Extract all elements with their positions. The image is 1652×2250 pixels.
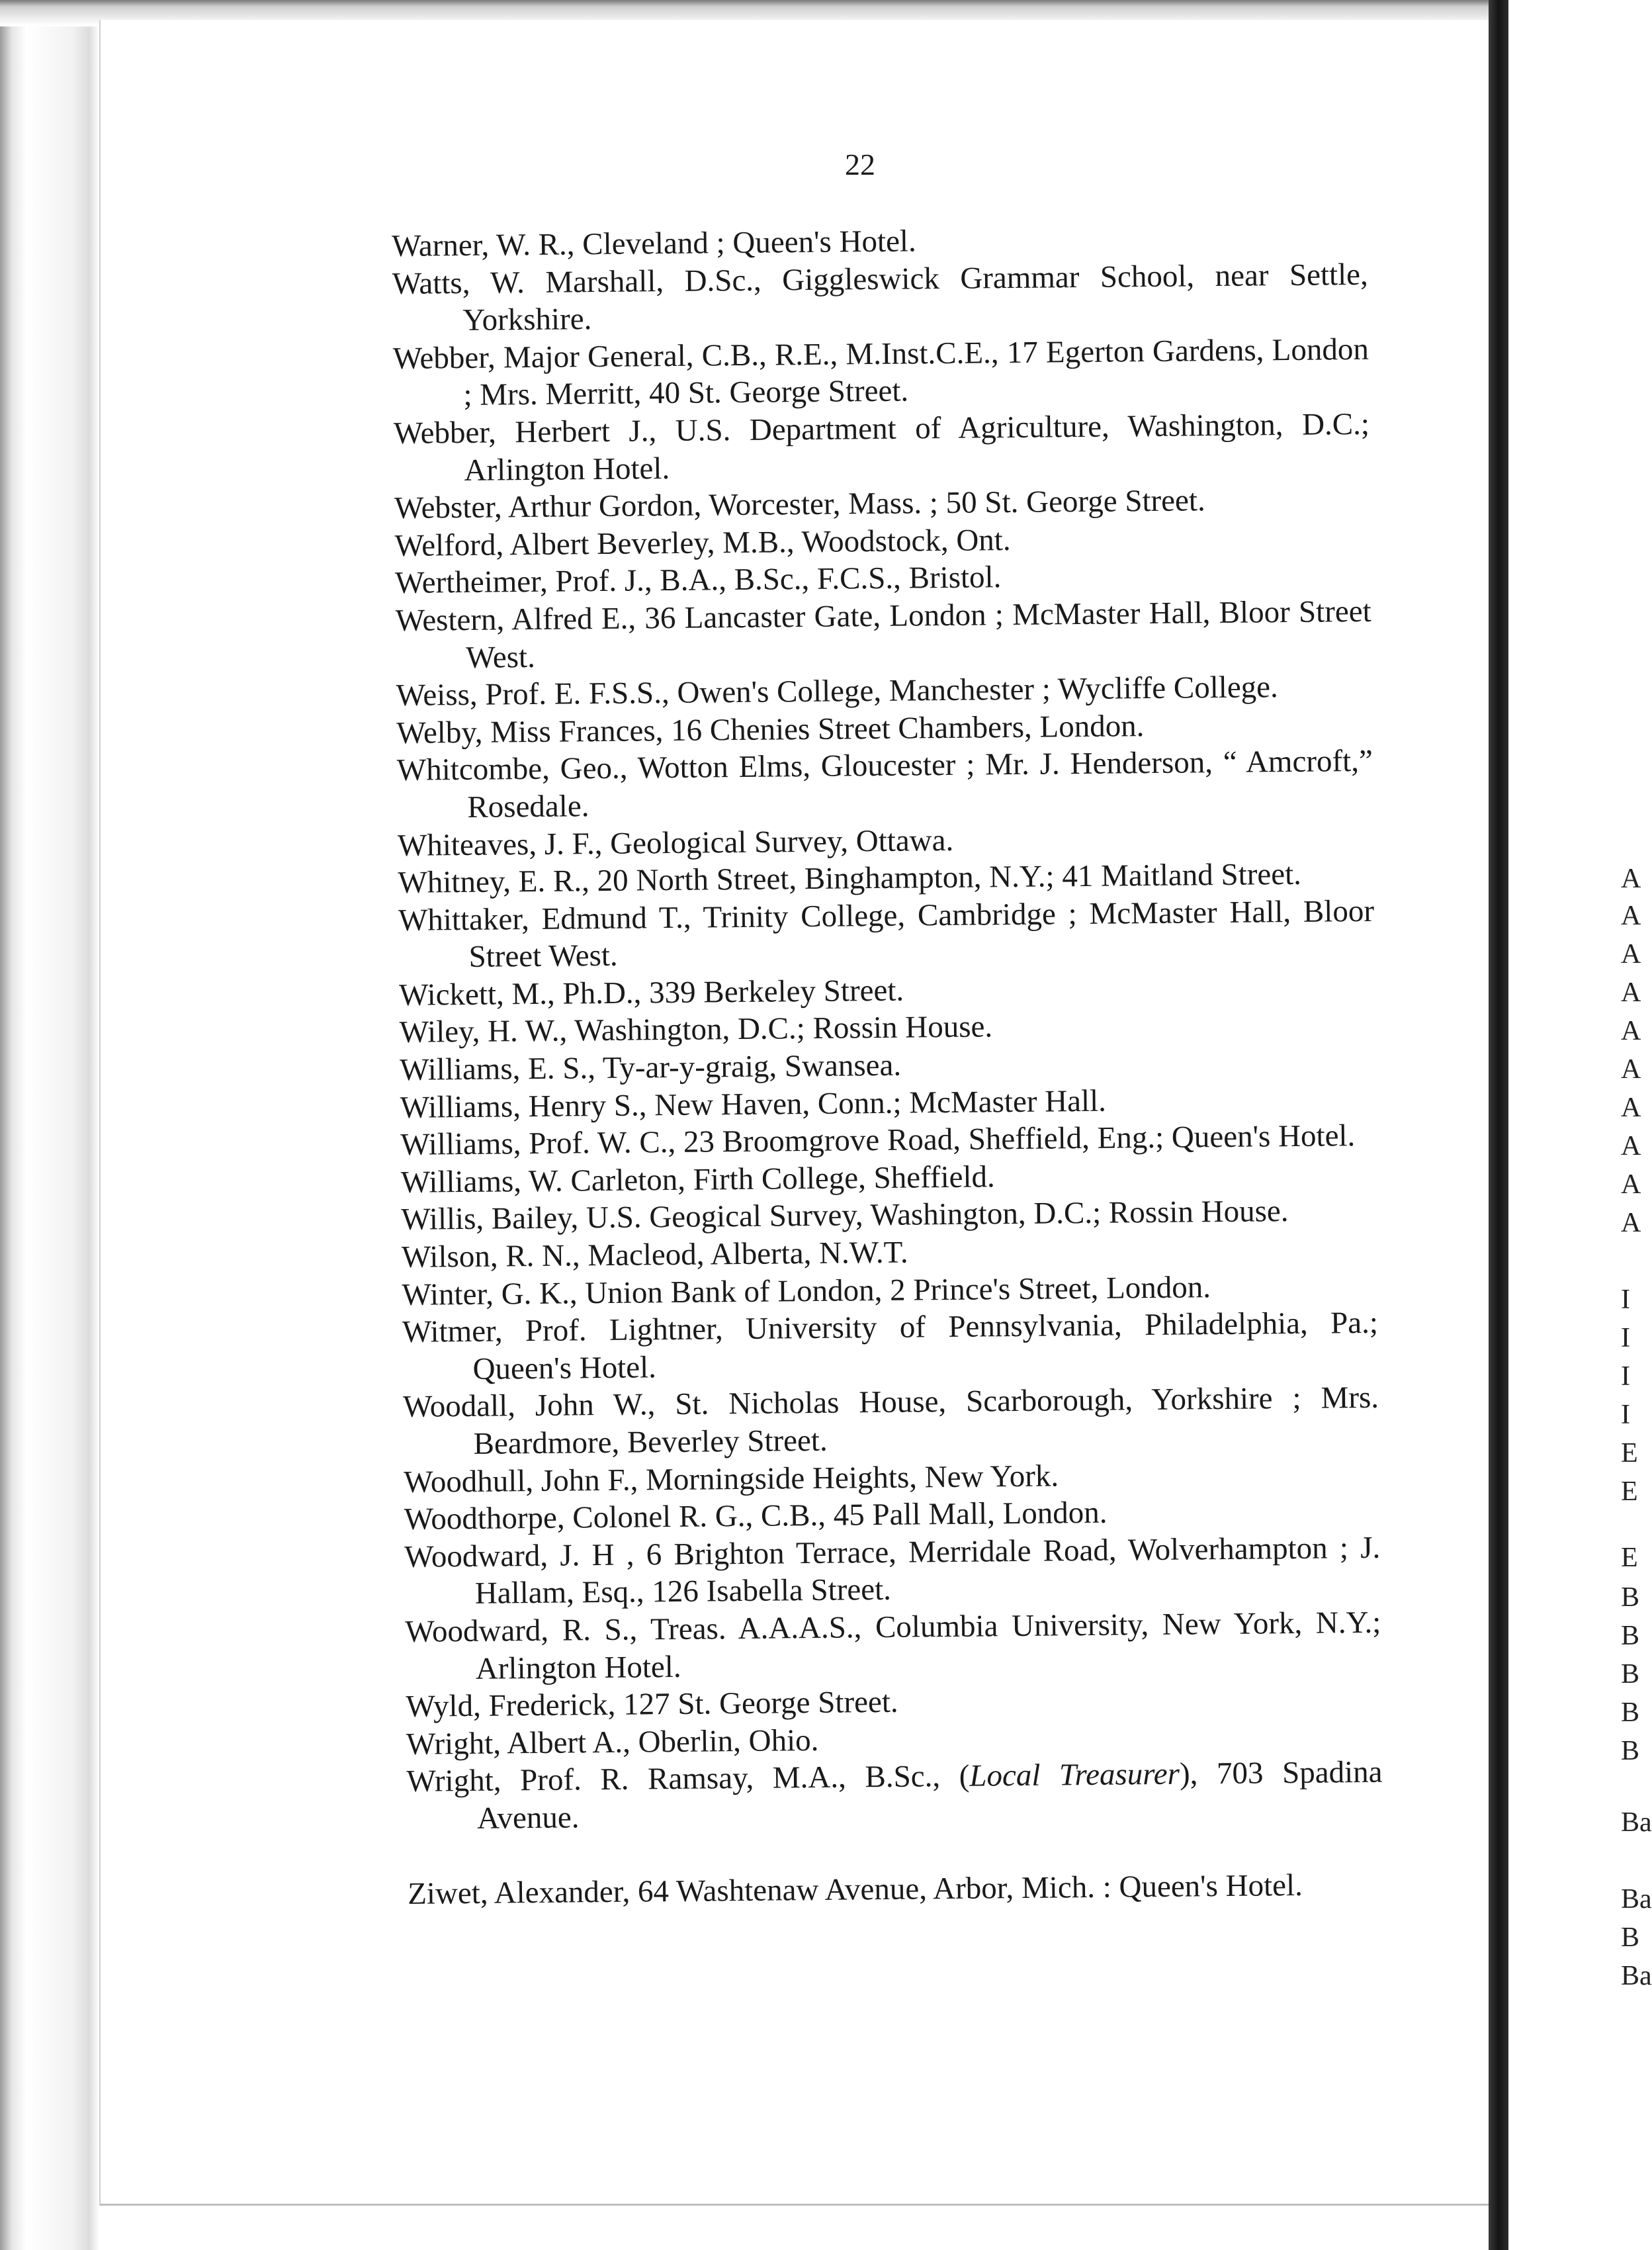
directory-entry: Wright, Albert A., Oberlin, Ohio. — [406, 1723, 819, 1762]
directory-entry: Williams, Prof. W. C., 23 Broomgrove Road, Sheffield, Eng.; Queen's Hotel. — [400, 1118, 1356, 1163]
directory-entry: Willis, Bailey, U.S. Geogical Survey, Washington, D.C.; Rossin House. — [401, 1194, 1289, 1238]
directory-entry: Woodthorpe, Colonel R. G., C.B., 45 Pall Mall, London. — [404, 1495, 1108, 1537]
next-page-fragment: A — [1621, 1169, 1641, 1200]
directory-list — [392, 218, 1383, 1912]
next-page-fragment: I — [1621, 1400, 1630, 1430]
next-page-fragment: Ba — [1621, 1961, 1652, 1991]
directory-entry: Wickett, M., Ph.D., 339 Berkeley Street. — [398, 973, 904, 1012]
next-page-fragment: E — [1621, 1543, 1638, 1573]
directory-entry: Webber, Major General, C.B., R.E., M.Inst.C.E., 17 Egerton Gardens, London ; Mrs. Merritt, 40 St. George Street. — [392, 332, 1369, 413]
next-page-fragment: E — [1621, 1438, 1638, 1468]
next-page-fragment: A — [1621, 901, 1641, 931]
directory-entry: Weiss, Prof. E. F.S.S., Owen's College, Manchester ; Wycliffe College. — [396, 670, 1279, 713]
directory-entry: Woodhull, John F., Morningside Heights, New York. — [403, 1459, 1059, 1500]
next-page-fragment: I — [1621, 1361, 1630, 1392]
next-page-fragment: B — [1621, 1697, 1640, 1728]
next-page-fragment: B — [1621, 1621, 1640, 1651]
directory-entry: Williams, E. S., Ty-ar-y-graig, Swansea. — [399, 1048, 902, 1088]
next-page-fragment: I — [1621, 1323, 1630, 1353]
directory-entry: Winter, G. K., Union Bank of London, 2 Prince's Street, London. — [402, 1269, 1211, 1312]
directory-entry: Witmer, Prof. Lightner, University of Pennsylvania, Philadelphia, Pa.; Queen's Hotel. — [402, 1305, 1379, 1386]
directory-entry: Whittaker, Edmund T., Trinity College, Cambridge ; McMaster Hall, Bloor Street West. — [398, 893, 1375, 975]
next-page-fragment: A — [1621, 1208, 1641, 1238]
next-page-fragment: Ba — [1621, 1884, 1652, 1914]
entry-text: Wright, Prof. R. Ramsay, M.A., B.Sc., ( — [406, 1759, 970, 1799]
directory-entry: Warner, W. R., Cleveland ; Queen's Hotel. — [392, 224, 916, 263]
entry-text: ), 703 Spadina Avenue. — [476, 1755, 1383, 1836]
directory-entry: Welford, Albert Beverley, M.B., Woodstock, Ont. — [394, 522, 1011, 563]
directory-entry: Woodward, J. H , 6 Brighton Terrace, Merridale Road, Wolverhampton ; J. Hallam, Esq., 126 Isabella Street. — [404, 1530, 1381, 1611]
directory-entry-last: Ziwet, Alexander, 64 Washtenaw Avenue, Arbor, Mich. : Queen's Hotel. — [407, 1868, 1303, 1911]
scan-left-edge — [0, 0, 99, 2250]
directory-entry: Watts, W. Marshall, D.Sc., Giggleswick Grammar School, near Settle, Yorkshire. — [392, 257, 1368, 338]
directory-entry: Wiley, H. W., Washington, D.C.; Rossin House. — [399, 1009, 993, 1050]
directory-entry: Western, Alfred E., 36 Lancaster Gate, London ; McMaster Hall, Bloor Street West. — [395, 594, 1371, 675]
directory-entry: Williams, W. Carleton, Firth College, Sheffield. — [400, 1159, 996, 1200]
next-page-fragment: B — [1621, 1582, 1640, 1613]
adjacent-page — [1508, 0, 1652, 2250]
book-spine-gutter — [1489, 0, 1508, 2250]
next-page-fragment: A — [1621, 977, 1641, 1008]
directory-entry-local-treasurer — [406, 1754, 1383, 1838]
next-page-fragment: B — [1621, 1659, 1640, 1689]
directory-entry: Woodward, R. S., Treas. A.A.A.S., Columbia University, New York, N.Y.; Arlington Hotel. — [405, 1605, 1381, 1686]
next-page-fragment: I — [1621, 1284, 1630, 1315]
directory-entry: Whitney, E. R., 20 North Street, Binghampton, N.Y.; 41 Maitland Street. — [398, 856, 1302, 901]
page-number: 22 — [845, 148, 875, 181]
next-page-fragment: A — [1621, 864, 1641, 894]
directory-entry: Webster, Arthur Gordon, Worcester, Mass. ; 50 St. George Street. — [394, 483, 1205, 526]
next-page-fragment: A — [1621, 1054, 1641, 1085]
next-page-fragment: Ba — [1621, 1807, 1652, 1838]
directory-entry: Whiteaves, J. F., Geological Survey, Ottawa. — [397, 823, 954, 863]
next-page-fragment: A — [1621, 939, 1641, 969]
directory-entry: Welby, Miss Frances, 16 Chenies Street Chambers, London. — [396, 708, 1145, 750]
directory-entry: Woodall, John W., St. Nicholas House, Scarborough, Yorkshire ; Mrs. Beardmore, Beverley Street. — [402, 1380, 1379, 1461]
next-page-fragment: B — [1621, 1922, 1640, 1953]
directory-entry: Wilson, R. N., Macleod, Alberta, N.W.T. — [401, 1235, 908, 1275]
next-page-fragment: A — [1621, 1131, 1641, 1161]
directory-entry: Wertheimer, Prof. J., B.A., B.Sc., F.C.S., Bristol. — [394, 560, 1002, 601]
entry-italic-role: Local Treasurer — [969, 1757, 1180, 1794]
next-page-fragment: E — [1621, 1476, 1638, 1507]
directory-entry: Wyld, Frederick, 127 St. George Street. — [406, 1684, 898, 1725]
next-page-fragment: A — [1621, 1093, 1641, 1123]
directory-entry: Williams, Henry S., New Haven, Conn.; McMaster Hall. — [400, 1083, 1107, 1125]
next-page-fragment: B — [1621, 1736, 1640, 1766]
next-page-fragment: A — [1621, 1016, 1641, 1046]
directory-entry: Webber, Herbert J., U.S. Department of Agriculture, Washington, D.C.; Arlington Hotel. — [393, 406, 1370, 488]
directory-entry: Whitcombe, Geo., Wotton Elms, Gloucester ; Mr. J. Henderson, “ Amcroft,” Rosedale. — [396, 744, 1373, 825]
